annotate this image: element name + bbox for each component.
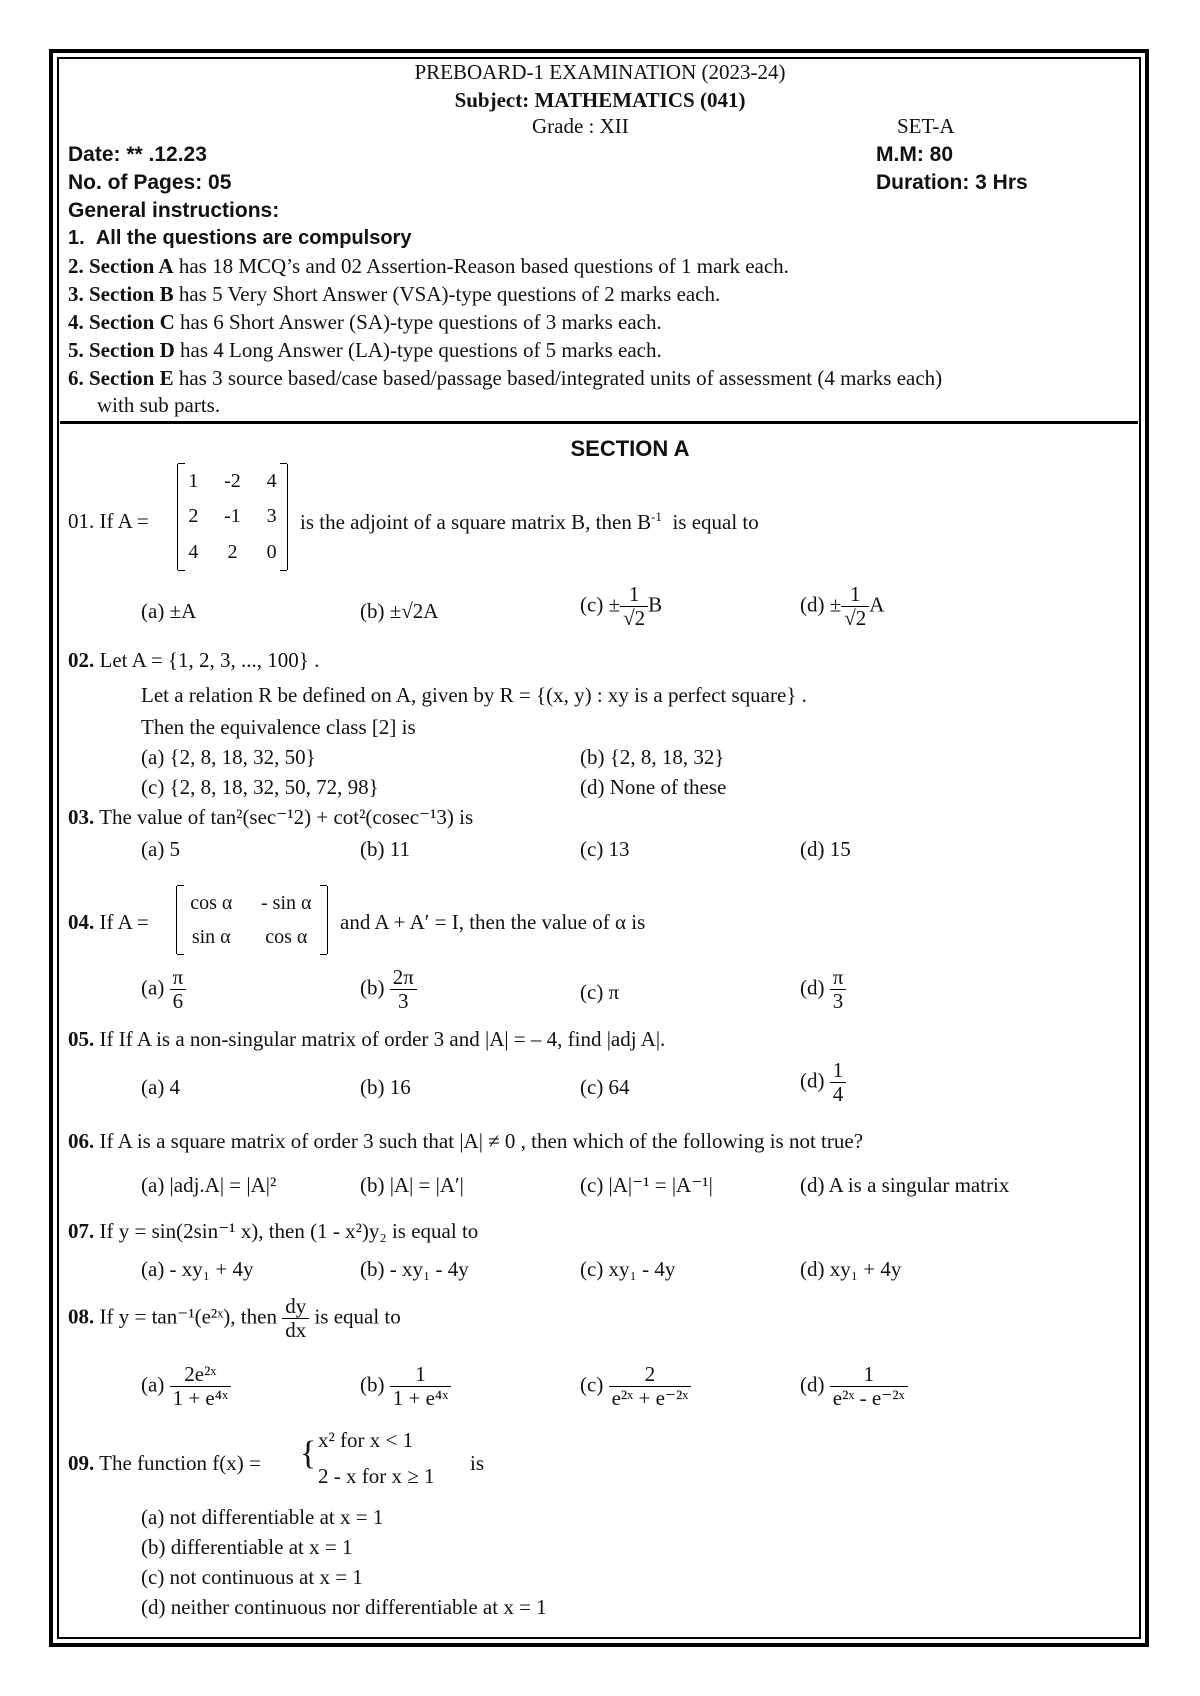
instructions-title: General instructions: [68, 199, 280, 222]
q03-option-a: (a) 5 [141, 837, 181, 861]
q04-option-c: (c) π [580, 980, 620, 1004]
option-label: (d) ± [800, 592, 842, 617]
q07-option-d: (d) xy₁ + 4y [800, 1257, 902, 1281]
instruction-6-cont: with sub parts. [97, 393, 221, 417]
q07-option-c: (c) xy₁ - 4y [580, 1257, 676, 1281]
instruction-2 [68, 254, 789, 279]
frac-den: 6 [172, 989, 184, 1014]
matrix-cell: -2 [224, 470, 241, 493]
matrix-cell: 1 [188, 470, 199, 493]
matrix-cell: 4 [266, 470, 277, 493]
frac-num: dy [282, 1295, 309, 1319]
frac-den: 1 + e⁴ˣ [392, 1386, 449, 1411]
frac-num: π [170, 966, 187, 990]
instruction-5 [68, 338, 662, 363]
q02-line3: Then the equivalence class [2] is [141, 715, 416, 739]
q01-option-d [800, 583, 884, 630]
q05-option-d [800, 1059, 846, 1106]
matrix-cell: 2 [227, 540, 238, 563]
q06-option-b: (b) |A| = |A′| [360, 1173, 464, 1197]
option-label: (d) [800, 1068, 825, 1093]
question-number: 07. [68, 1219, 95, 1243]
matrix-cell: cos α [265, 925, 308, 948]
instruction-num: 5. [68, 338, 84, 362]
frac-num: 2e²ˣ [170, 1363, 232, 1387]
frac-num: 2 [609, 1363, 692, 1387]
q01-stem-text: is the adjoint of a square matrix B, then B [300, 510, 652, 534]
frac-den: 4 [832, 1082, 844, 1107]
q02-line2: Let a relation R be defined on A, given by R = {(x, y) : xy is a perfect square} . [141, 683, 807, 707]
option-label: (a) [141, 975, 165, 1000]
option-label: (b) [360, 1372, 385, 1397]
q09-option-a: (a) not differentiable at x = 1 [141, 1505, 384, 1529]
q02-option-c: (c) {2, 8, 18, 32, 50, 72, 98} [141, 775, 379, 799]
q02-option-b: (b) {2, 8, 18, 32} [580, 745, 725, 769]
q01-matrix [177, 464, 288, 570]
q05-option-a: (a) 4 [141, 1075, 181, 1099]
q01-stem-end: is equal to [672, 510, 759, 534]
matrix-cell: 3 [266, 505, 277, 528]
option-label: (b) [360, 975, 385, 1000]
q09-stem [68, 1451, 261, 1476]
matrix-cell: 0 [266, 540, 277, 563]
instruction-num: 2. [68, 254, 84, 278]
q09-text: The function f(x) = [94, 1451, 261, 1475]
question-number: 08. [68, 1304, 95, 1329]
q02-option-d: (d) None of these [580, 775, 727, 799]
q05-option-c: (c) 64 [580, 1075, 630, 1099]
instruction-6 [68, 366, 942, 391]
instruction-3 [68, 282, 720, 307]
q09-brace: { [300, 1435, 317, 1472]
q01-option-b: (b) ±√2A [360, 599, 439, 623]
instruction-text: All the questions are compulsory [95, 227, 412, 249]
q03-option-d: (d) 15 [800, 837, 851, 861]
instruction-num: 4. [68, 310, 84, 334]
instruction-bold: Section E [89, 366, 174, 390]
q09-case-1: x² for x < 1 [318, 1428, 414, 1452]
question-number: 03. [68, 805, 95, 829]
q04-text: If A = [94, 910, 149, 934]
frac-num: 1 [830, 1059, 847, 1083]
frac-num: 2π [390, 966, 417, 990]
q03-option-b: (b) 11 [360, 837, 410, 861]
question-number: 06. [68, 1129, 95, 1153]
q08-option-c [580, 1363, 691, 1410]
q08-text: If y = tan⁻¹(e²ˣ), then [94, 1304, 277, 1329]
instruction-1 [68, 227, 411, 250]
frac-den: 3 [832, 989, 844, 1014]
q01-option-a: (a) ±A [141, 599, 197, 623]
frac-num: 1 [841, 583, 869, 607]
option-label: (c) [580, 1372, 604, 1397]
q09-option-c: (c) not continuous at x = 1 [141, 1565, 363, 1589]
q04-stem-pre [68, 910, 149, 935]
instruction-bold: Section B [89, 282, 174, 306]
frac-num: 1 [830, 1363, 908, 1387]
matrix-cell: -1 [224, 505, 241, 528]
q04-stem-post: and A + A′ = I, then the value of α is [340, 910, 646, 934]
matrix-cell: cos α [190, 891, 233, 914]
instruction-text: has 4 Long Answer (LA)-type questions of 5 marks each. [174, 338, 662, 362]
instruction-text: has 6 Short Answer (SA)-type questions of 3 marks each. [174, 310, 662, 334]
question-number: 09. [68, 1451, 95, 1475]
question-number: 04. [68, 910, 95, 934]
instruction-text: has 3 source based/case based/passage based/integrated units of assessment (4 marks each) [173, 366, 943, 390]
q09-stem-end: is [470, 1451, 485, 1475]
q06-option-c: (c) |A|⁻¹ = |A⁻¹| [580, 1173, 713, 1197]
q03-option-c: (c) 13 [580, 837, 630, 861]
frac-den: e²ˣ - e⁻²ˣ [832, 1386, 905, 1411]
frac-num: 1 [390, 1363, 452, 1387]
matrix-cell: sin α [191, 925, 231, 948]
q07-option-a: (a) - xy₁ + 4y [141, 1257, 254, 1281]
q04-option-a [141, 966, 186, 1013]
q02-line1 [68, 648, 319, 673]
q08-stem [68, 1295, 401, 1342]
q07-text: If y = sin(2sin⁻¹ x), then (1 - x²)y₂ is equal to [94, 1219, 479, 1243]
q06-stem [68, 1129, 863, 1154]
max-marks: M.M: 80 [876, 143, 954, 166]
instruction-num: 3. [68, 282, 84, 306]
option-tail: A [869, 592, 885, 617]
q01-inverse-sup: -1 [651, 509, 662, 524]
option-label: (c) ± [580, 592, 621, 617]
option-label: (d) [800, 975, 825, 1000]
q01-stem-post [300, 509, 759, 535]
q07-option-b: (b) - xy₁ - 4y [360, 1257, 469, 1281]
q07-stem [68, 1219, 478, 1244]
q09-option-b: (b) differentiable at x = 1 [141, 1535, 353, 1559]
instruction-num: 1. [68, 227, 85, 249]
q05-stem [68, 1027, 665, 1052]
q09-case-2: 2 - x for x ≥ 1 [318, 1464, 435, 1488]
q05-option-b: (b) 16 [360, 1075, 411, 1099]
option-label: (d) [800, 1372, 825, 1397]
frac-den: √2 [623, 606, 646, 631]
instruction-num: 6. [68, 366, 84, 390]
frac-den: 1 + e⁴ˣ [172, 1386, 229, 1411]
q03-stem [68, 805, 473, 830]
date: Date: ** .12.23 [68, 143, 207, 166]
q09-option-d: (d) neither continuous nor differentiable at x = 1 [141, 1595, 547, 1619]
frac-num: 1 [620, 583, 648, 607]
q08-option-b [360, 1363, 451, 1410]
instruction-bold: Section A [89, 254, 174, 278]
q08-text-end: is equal to [314, 1304, 401, 1329]
q05-text: If If A is a non-singular matrix of order 3 and |A| = – 4, find |adj A|. [94, 1027, 666, 1051]
q04-matrix [176, 886, 328, 954]
frac-num: π [830, 966, 847, 990]
matrix-cell: - sin α [261, 891, 312, 914]
q04-option-d [800, 966, 846, 1013]
duration: Duration: 3 Hrs [876, 171, 1028, 194]
instruction-4 [68, 310, 662, 335]
instruction-bold: Section C [89, 310, 175, 334]
no-of-pages: No. of Pages: 05 [68, 171, 232, 194]
option-tail: B [648, 592, 663, 617]
frac-den: dx [285, 1318, 307, 1343]
frac-den: 3 [398, 989, 409, 1014]
q01-stem-pre: 01. If A = [68, 509, 149, 533]
instruction-bold: Section D [89, 338, 175, 362]
question-number: 05. [68, 1027, 95, 1051]
q01-option-c [580, 583, 662, 630]
exam-title: PREBOARD-1 EXAMINATION (2023-24) [414, 60, 786, 84]
option-label: (a) [141, 1372, 165, 1397]
q02-option-a: (a) {2, 8, 18, 32, 50} [141, 745, 316, 769]
q06-option-a: (a) |adj.A| = |A|² [141, 1173, 277, 1197]
q08-option-a [141, 1363, 231, 1410]
frac-den: e²ˣ + e⁻²ˣ [611, 1386, 689, 1411]
set-label: SET-A [897, 114, 955, 138]
matrix-cell: 4 [188, 540, 199, 563]
matrix-cell: 2 [188, 505, 199, 528]
question-number: 02. [68, 648, 95, 672]
q06-option-d: (d) A is a singular matrix [800, 1173, 1010, 1197]
q02-text: Let A = {1, 2, 3, ..., 100} . [94, 648, 320, 672]
frac-den: √2 [844, 606, 867, 631]
q04-option-b [360, 966, 417, 1013]
q08-option-d [800, 1363, 908, 1410]
q06-text: If A is a square matrix of order 3 such that |A| ≠ 0 , then which of the following is not true? [94, 1129, 864, 1153]
grade: Grade : XII [532, 114, 629, 138]
subject: Subject: MATHEMATICS (041) [454, 88, 746, 112]
header-divider [60, 421, 1138, 424]
instruction-text: has 18 MCQ’s and 02 Assertion-Reason based questions of 1 mark each. [173, 254, 789, 278]
section-title: SECTION A [570, 436, 690, 461]
instruction-text: has 5 Very Short Answer (VSA)-type questions of 2 marks each. [173, 282, 721, 306]
q03-text: The value of tan²(sec⁻¹2) + cot²(cosec⁻¹3) is [94, 805, 474, 829]
